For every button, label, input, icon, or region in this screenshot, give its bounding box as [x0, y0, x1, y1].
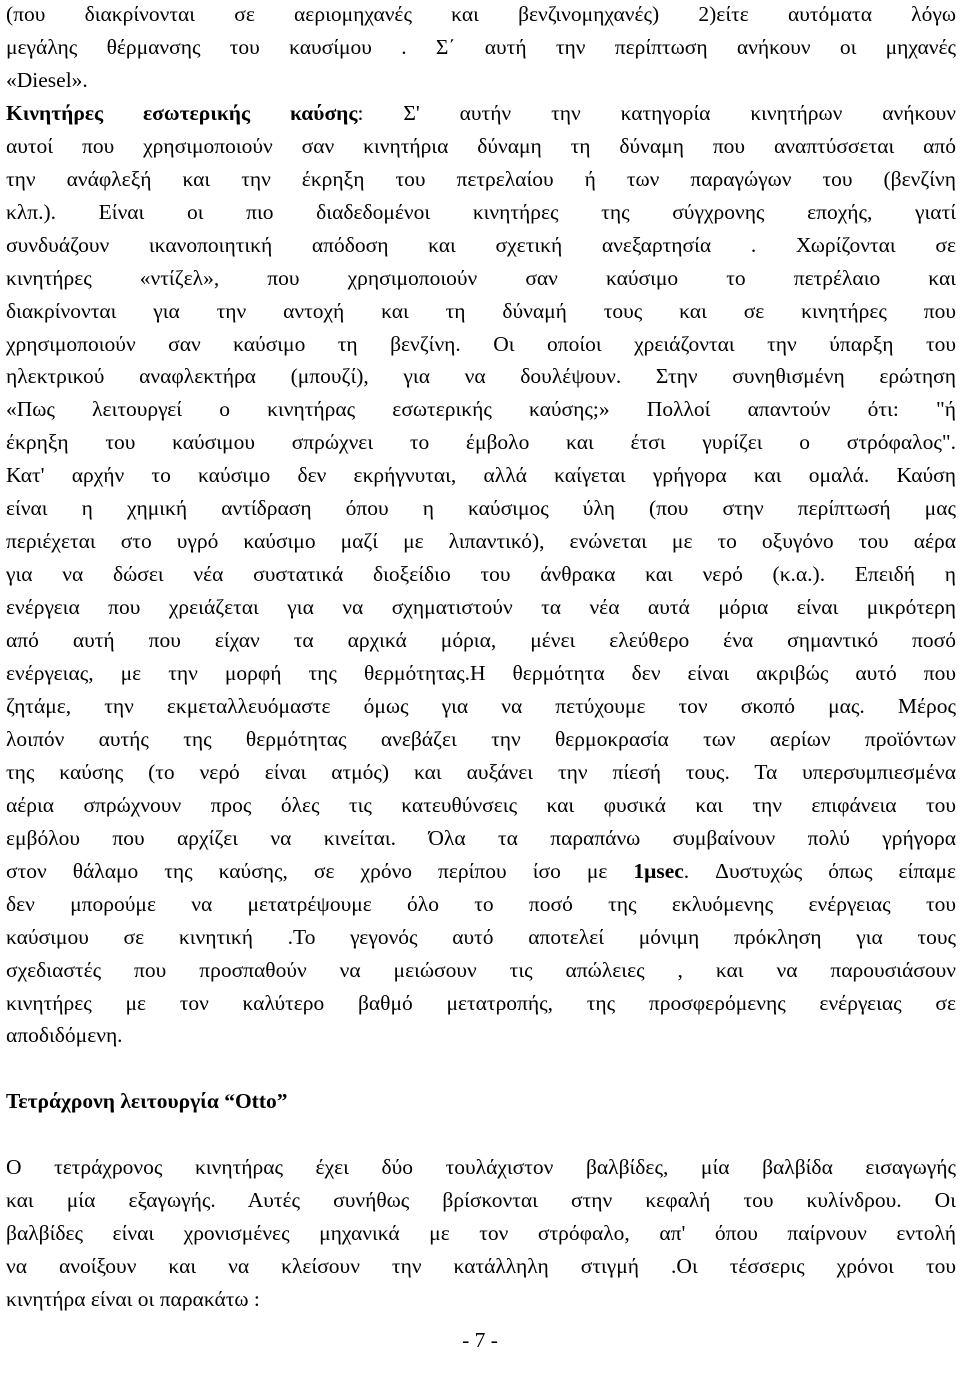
text-line: ηλεκτρικού αναφλεκτήρα (μπουζί), για να δουλέψουν. Στην συνηθισμένη ερώτηση [6, 364, 956, 388]
text-line: Ο τετράχρονος κινητήρας έχει δύο τουλάχιστον βαλβίδες, μία βαλβίδα εισαγωγής [6, 1155, 956, 1179]
text-line: «Πως λειτουργεί ο κινητήρας εσωτερικής καύσης;» Πολλοί απαντούν ότι: "ή [6, 397, 956, 421]
text-line: δεν μπορούμε να μετατρέψουμε όλο το ποσό της εκλυόμενης ενέργειας του [6, 892, 956, 916]
text-line [6, 100, 956, 126]
text-line: συνδυάζουν ικανοποιητική απόδοση και σχετική ανεξαρτησία . Χωρίζονται σε [6, 233, 956, 257]
text-line: ενέργεια που χρειάζεται για να σχηματιστούν τα νέα αυτά μόρια είναι μικρότερη [6, 595, 956, 619]
text-line [6, 858, 956, 884]
text-line: της καύσης (το νερό είναι ατμός) και αυξάνει την πίεσή τους. Τα υπερσυμπιεσμένα [6, 760, 956, 784]
text-line: καύσιμου σε κινητική .Το γεγονός αυτό αποτελεί μόνιμη πρόκληση για τους [6, 925, 956, 949]
text-line: σχεδιαστές που προσπαθούν να μειώσουν τις απώλειες , και να παρουσιάσουν [6, 958, 956, 982]
text-line: (που διακρίνονται σε αεριομηχανές και βενζινομηχανές) 2)είτε αυτόματα λόγω [6, 2, 956, 26]
text-line: βαλβίδες είναι χρονισμένες μηχανικά με τον στρόφαλο, απ' όπου παίρνουν εντολή [6, 1221, 956, 1245]
page-number: - 7 - [462, 1328, 498, 1352]
text-line: εμβόλου που αρχίζει να κινείται. Όλα τα παραπάνω συμβαίνουν πολύ γρήγορα [6, 826, 956, 850]
text-line: «Diesel». [6, 68, 88, 92]
time-value-bold: 1μsec [633, 859, 684, 883]
text-line: για να δώσει νέα συστατικά διοξείδιο του άνθρακα και νερό (κ.α.). Επειδή η [6, 562, 956, 586]
text-line: λοιπόν αυτής της θερμότητας ανεβάζει την θερμοκρασία των αερίων προϊόντων [6, 727, 956, 751]
text-line: κινητήρα είναι οι παρακάτω : [6, 1287, 260, 1311]
text-line: αποδιδόμενη. [6, 1023, 123, 1047]
text-line: και μία εξαγωγής. Αυτές συνήθως βρίσκονται στην κεφαλή του κυλίνδρου. Οι [6, 1188, 956, 1212]
text-span: στον θάλαμο της καύσης, σε χρόνο περίπου ίσο με [6, 859, 634, 883]
text-line: μεγάλης θέρμανσης του καυσίμου . Σ΄ αυτή την περίπτωση ανήκουν οι μηχανές [6, 35, 956, 59]
text-line: ζητάμε, την εκμεταλλευόμαστε όμως για να πετύχουμε τον σκοπό μας. Μέρος [6, 694, 956, 718]
text-line: κινητήρες «ντίζελ», που χρησιμοποιούν σαν καύσιμο το πετρέλαιο και [6, 266, 956, 290]
text-span: . Δυστυχώς όπως είπαμε [683, 859, 957, 883]
text-line: αέρια σπρώχνουν προς όλες τις κατευθύνσεις και φυσικά και την επιφάνεια του [6, 793, 956, 817]
text-line: Κατ' αρχήν το καύσιμο δεν εκρήγνυται, αλλά καίγεται γρήγορα και ομαλά. Καύση [6, 463, 956, 487]
text-line: να ανοίξουν και να κλείσουν την κατάλληλη στιγμή .Οι τέσσερις χρόνοι του [6, 1254, 956, 1278]
text-line: από αυτή που είχαν τα αρχικά μόρια, μένει ελεύθερο ένα σημαντικό ποσό [6, 628, 956, 652]
text-line: κλπ.). Είναι οι πιο διαδεδομένοι κινητήρες της σύγχρονης εποχής, γιατί [6, 200, 956, 224]
text-line: αυτοί που χρησιμοποιούν σαν κινητήρια δύναμη τη δύναμη που αναπτύσσεται από [6, 134, 956, 158]
text-line: περιέχεται στο υγρό καύσιμο μαζί με λιπαντικό), ενώνεται με το οξυγόνο του αέρα [6, 529, 956, 553]
text-line: την ανάφλεξή και την έκρηξη του πετρελαίου ή των παραγώγων του (βενζίνη [6, 167, 956, 191]
text-line: χρησιμοποιούν σαν καύσιμο τη βενζίνη. Οι οποίοι χρειάζονται την ύπαρξη του [6, 332, 956, 356]
text-span: : Σ' αυτήν την κατηγορία κινητήρων ανήκουν [357, 101, 957, 125]
text-line: ενέργειας, με την μορφή της θερμότητας.Η θερμότητα δεν είναι ακριβώς αυτό που [6, 661, 956, 685]
text-line: διακρίνονται για την αντοχή και τη δύναμή τους και σε κινητήρες που [6, 299, 956, 323]
text-line: έκρηξη του καύσιμου σπρώχνει το έμβολο και έτσι γυρίζει ο στρόφαλος". [6, 430, 956, 454]
term-bold: Κινητήρες εσωτερικής καύσης [6, 101, 358, 125]
text-line: κινητήρες με τον καλύτερο βαθμό μετατροπής, της προσφερόμενης ενέργειας σε [6, 991, 956, 1015]
text-line: είναι η χημική αντίδραση όπου η καύσιμος ύλη (που στην περίπτωσή μας [6, 496, 956, 520]
section-heading: Τετράχρονη λειτουργία “Otto” [6, 1089, 288, 1113]
